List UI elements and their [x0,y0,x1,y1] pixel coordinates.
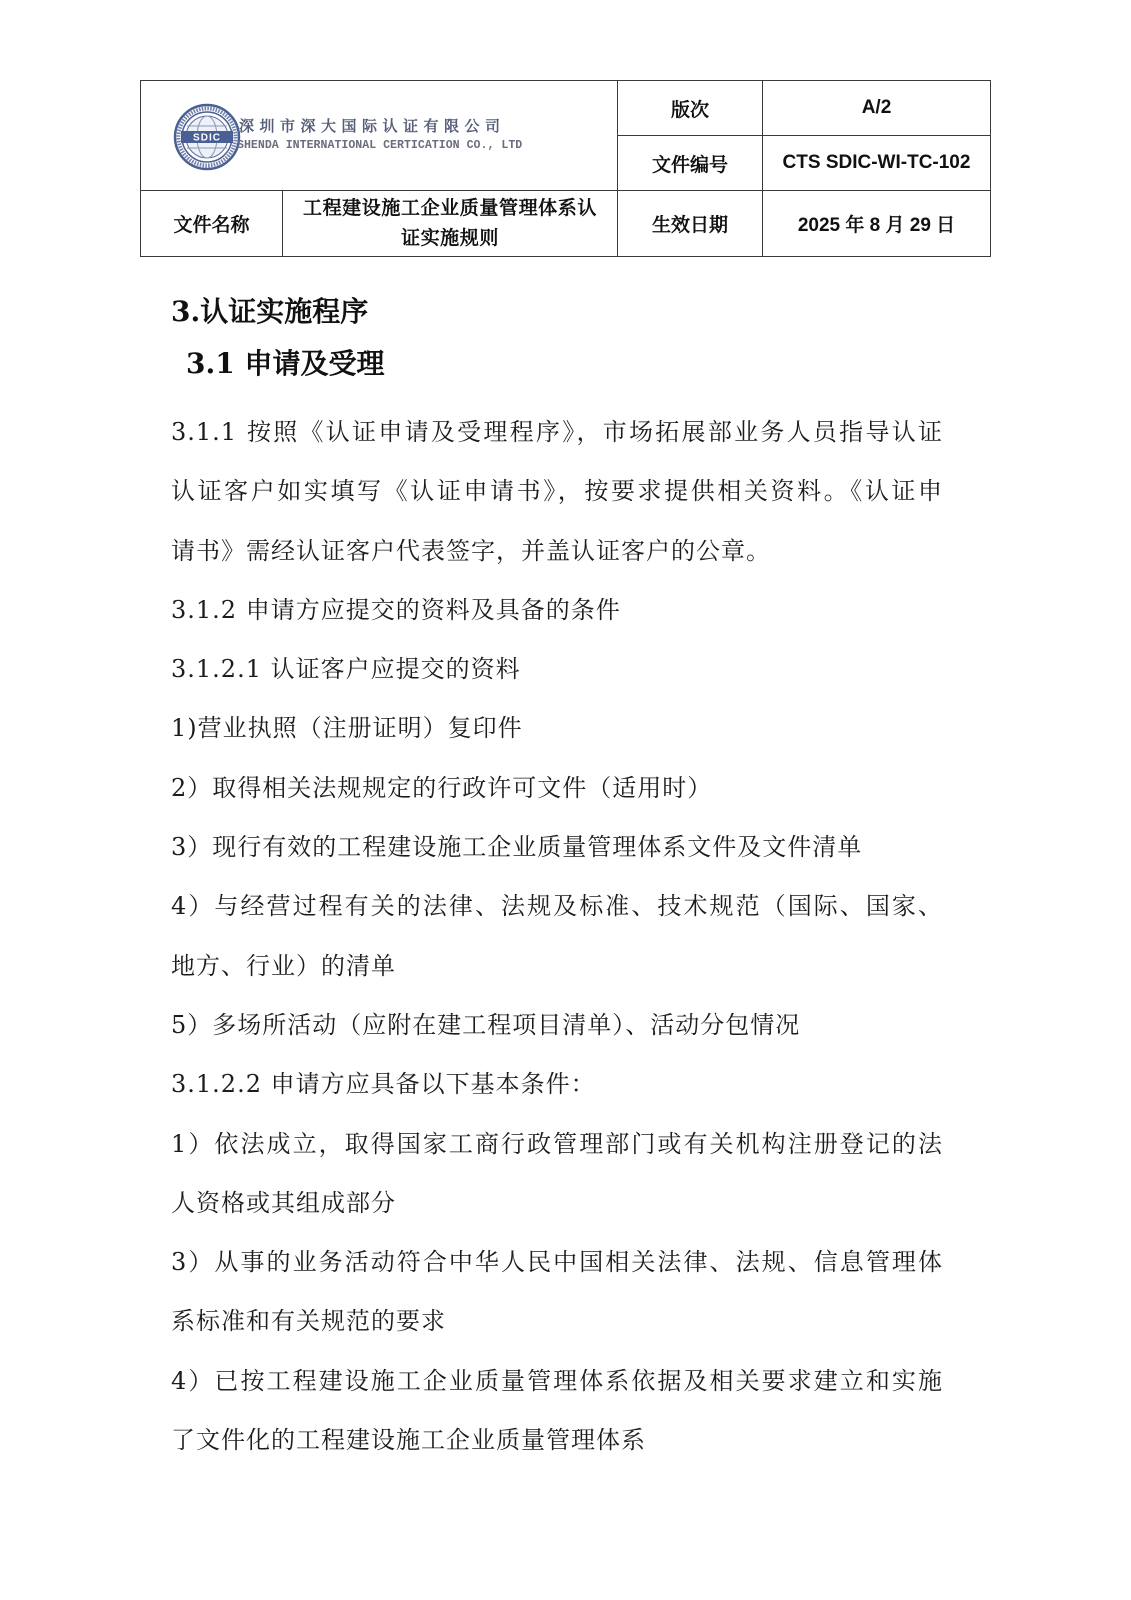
text-line: 3.1.2.1 认证客户应提交的资料 [171,655,521,684]
paragraph-3-1-2-1 [171,640,943,699]
text-line: 请书》需经认证客户代表签字，并盖认证客户的公章。 [171,536,771,565]
doc-name-label: 文件名称 [141,191,283,257]
doc-number-value: CTS SDIC-WI-TC-102 [763,136,991,191]
text-line: 1）依法成立，取得国家工商行政管理部门或有关机构注册登记的法 [171,1129,943,1158]
text-line: 4）已按工程建设施工企业质量管理体系依据及相关要求建立和实施 [171,1366,943,1395]
version-label: 版次 [618,81,763,136]
text-line: 了文件化的工程建设施工企业质量管理体系 [171,1426,646,1455]
list-item [171,759,943,818]
paragraph-3-1-2 [171,581,943,640]
text-line: 5）多场所活动（应附在建工程项目清单）、活动分包情况 [171,1010,801,1039]
text-line: 系标准和有关规范的要求 [171,1307,446,1336]
company-name-cn: 深圳市深大国际认证有限公司 [239,117,506,135]
subsection-heading: 3.1 申请及受理 [186,347,385,380]
list-item [171,818,943,877]
paragraph-3-1-2-2 [171,1055,943,1114]
body-text [171,403,943,1470]
text-line: 3.1.2 申请方应提交的资料及具备的条件 [171,595,621,624]
text-line: 3）现行有效的工程建设施工企业质量管理体系文件及文件清单 [171,833,863,862]
logo-cell [141,81,618,191]
logo-emblem-icon [173,103,241,171]
header-row-doc-name [141,191,991,257]
text-line: 人资格或其组成部分 [171,1188,396,1217]
doc-number-label: 文件编号 [618,136,763,191]
text-line: 地方、行业）的清单 [171,951,396,980]
list-item [171,996,943,1055]
document-header-table [140,80,991,257]
section-heading: 3.认证实施程序 [171,295,369,328]
emblem-text: SDIC [193,132,221,144]
list-item [171,1233,943,1352]
effective-date-label: 生效日期 [618,191,763,257]
text-line: 认证客户如实填写《认证申请书》，按要求提供相关资料。《认证申 [171,477,943,506]
company-logo [141,81,617,189]
paragraph-3-1-1 [171,403,943,581]
doc-name-value: 工程建设施工企业质量管理体系认证实施规则 [283,191,618,257]
list-item [171,699,943,758]
list-item [171,1115,943,1234]
effective-date-value: 2025 年 8 月 29 日 [763,191,991,257]
text-line: 3.1.1 按照《认证申请及受理程序》，市场拓展部业务人员指导认证 [171,418,943,446]
list-item [171,1352,943,1471]
text-line: 3.1.2.2 申请方应具备以下基本条件： [171,1070,596,1099]
text-line: 1)营业执照（注册证明）复印件 [171,714,523,743]
version-value: A/2 [763,81,991,136]
text-line: 2）取得相关法规规定的行政许可文件（适用时） [171,773,713,802]
company-name-en: SHENDA INTERNATIONAL CERTICATION CO., LTD [237,139,523,152]
text-line: 4）与经营过程有关的法律、法规及标准、技术规范（国际、国家、 [171,892,943,921]
text-line: 3）从事的业务活动符合中华人民中国相关法律、法规、信息管理体 [171,1248,943,1277]
list-item [171,877,943,996]
header-row-version [141,81,991,136]
